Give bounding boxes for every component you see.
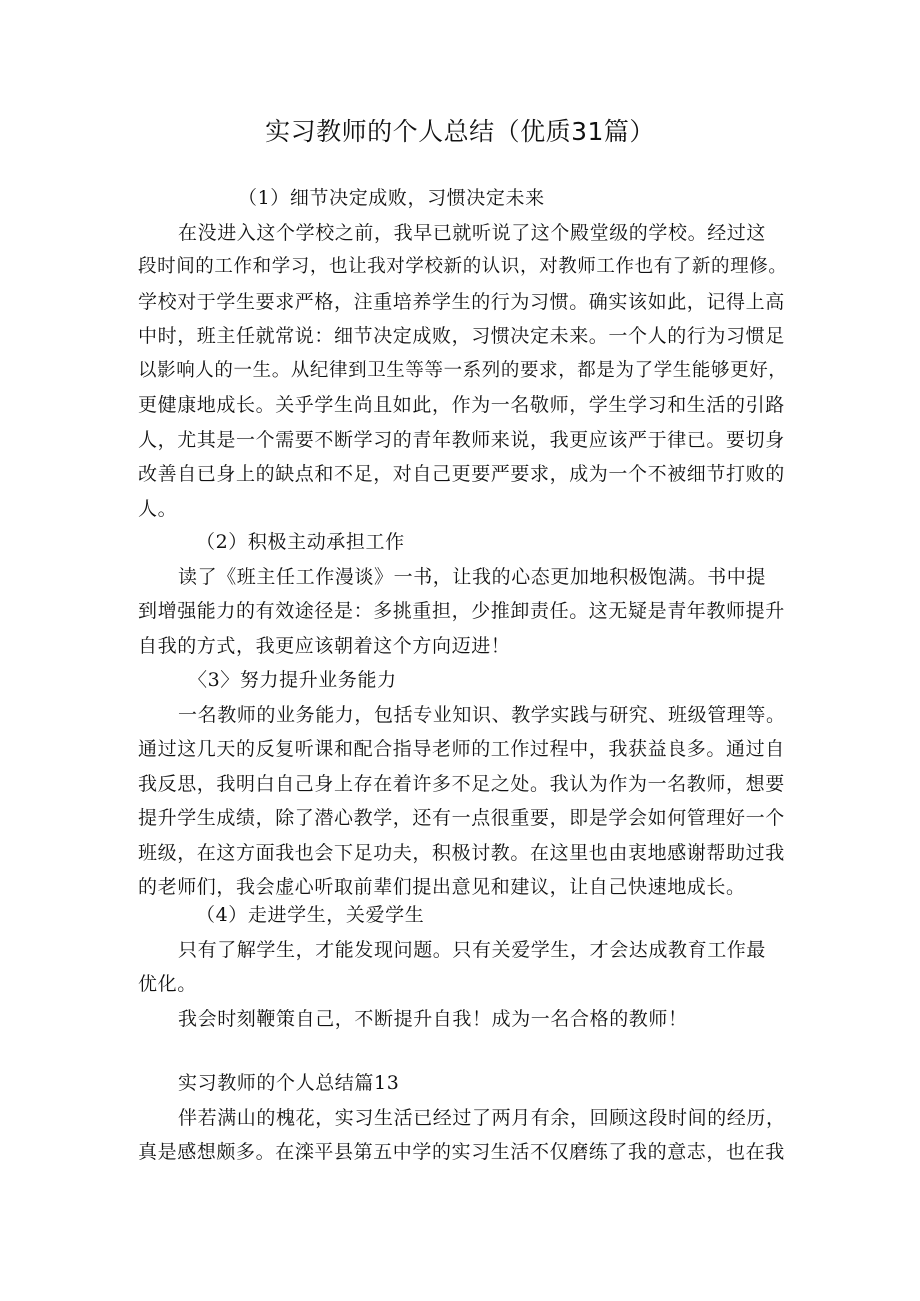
section-heading: （1）细节决定成败，习惯决定未来 — [238, 187, 545, 209]
paragraph-line: 一名教师的业务能力，包括专业知识、教学实践与研究、班级管理等。 — [178, 703, 786, 726]
section-4 — [138, 898, 788, 1036]
paragraph-line: 我会时刻鞭策自己，不断提升自我！成为一名合格的教师！ — [178, 1007, 688, 1030]
paragraph-line: 只有了解学生，才能发现问题。只有关爱学生，才会达成教育工作最 — [178, 938, 767, 961]
paragraph-line: 真是感想颇多。在滦平县第五中学的实习生活不仅磨练了我的意志，也在我 — [138, 1141, 785, 1163]
section-1 — [138, 181, 788, 526]
paragraph-line: 通过这几天的反复听课和配合指导老师的工作过程中，我获益良多。通过自 — [138, 738, 785, 760]
paragraph-line: 的老师们，我会虚心听取前辈们提出意见和建议，让自己快速地成长。 — [138, 876, 746, 898]
paragraph-line: 班级，在这方面我也会下足功夫，积极讨教。在这里也由衷地感谢帮助过我 — [138, 841, 785, 864]
section-2 — [138, 525, 788, 663]
paragraph-line: 自我的方式，我更应该朝着这个方向迈进！ — [138, 634, 511, 657]
paragraph-line: 在没进入这个学校之前，我早已就听说了这个殿堂级的学校。经过这 — [178, 221, 767, 244]
paragraph-line: 段时间的工作和学习，也让我对学校新的认识，对教师工作也有了新的理修。 — [138, 256, 788, 277]
paragraph-line: 伴若满山的槐花，实习生活已经过了两月有余，回顾这段时间的经历， — [178, 1106, 786, 1129]
paragraph-line: 人。 — [138, 497, 178, 520]
paragraph-line: 以影响人的一生。从纪律到卫生等等一系列的要求，都是为了学生能够更好， — [138, 359, 788, 381]
paragraph-line: 中时，班主任就常说：细节决定成败，习惯决定未来。一个人的行为习惯足 — [138, 325, 785, 347]
paragraph-line: 提升学生成绩，除了潜心教学，还有一点很重要，即是学会如何管理好一个 — [138, 807, 785, 829]
section-heading: （4）走进学生，关爱学生 — [196, 904, 425, 926]
section-heading: 〈3〉努力提升业务能力 — [188, 669, 397, 691]
section-heading: 实习教师的个人总结篇13 — [178, 1072, 400, 1094]
paragraph-line: 更健康地成长。关乎学生尚且如此，作为一名敬师，学生学习和生活的引路 — [138, 394, 785, 416]
paragraph-line: 改善自已身上的缺点和不足，对自己更要严要求，成为一个不被细节打败的 — [138, 463, 785, 485]
paragraph-line: 学校对于学生要求严格，注重培养学生的行为习惯。确实该如此，记得上高 — [138, 290, 785, 313]
paragraph-line: 我反思，我明白自己身上存在着许多不足之处。我认为作为一名教师，想要 — [138, 772, 785, 795]
document-title: 实习教师的个人总结（优质31篇） — [265, 117, 655, 146]
section-3 — [138, 663, 788, 905]
paragraph-line: 人，尤其是一个需要不断学习的青年教师来说，我更应该严于律已。要切身 — [138, 428, 785, 451]
paragraph-line: 读了《班主任工作漫谈》一书，让我的心态更加地积极饱满。书中提 — [178, 565, 767, 588]
paragraph-line: 到增强能力的有效途径是：多挑重担，少推卸责任。这无疑是青年教师提升 — [138, 600, 785, 622]
section-5 — [138, 1066, 788, 1170]
paragraph-line: 优化。 — [138, 973, 197, 995]
section-heading: （2）积极主动承担工作 — [196, 531, 405, 553]
